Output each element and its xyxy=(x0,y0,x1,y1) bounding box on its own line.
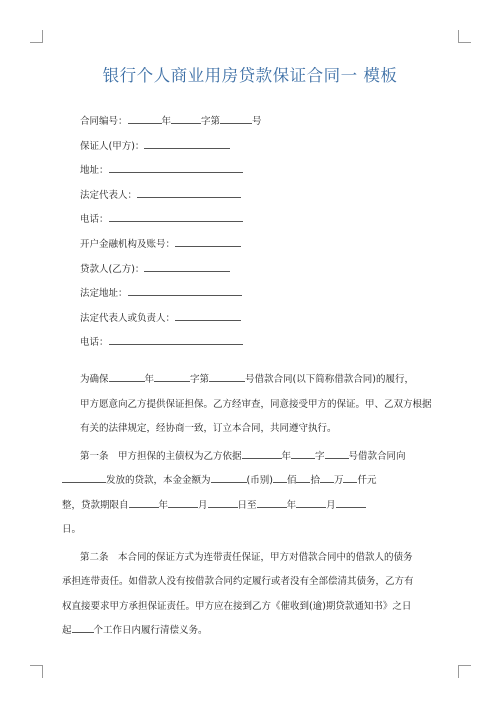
blank-line[interactable] xyxy=(128,285,242,296)
blank-line[interactable] xyxy=(208,497,238,508)
text: (币别) xyxy=(246,475,273,486)
article-2-paragraph xyxy=(62,546,442,644)
blank-line[interactable] xyxy=(109,211,243,222)
text: 起 xyxy=(62,625,72,636)
text: 拾 xyxy=(310,475,320,486)
text: 发放的贷款，本金金额为 xyxy=(106,475,211,486)
text: 字 xyxy=(315,450,325,462)
text: 承担连带责任。如借款人没有按借款合同约定履行或者没有全部偿清其债务，乙方有 xyxy=(62,576,414,587)
blank-line[interactable] xyxy=(343,472,357,483)
blank-line[interactable] xyxy=(257,497,287,508)
blank-line[interactable] xyxy=(291,448,315,459)
text: 日至 xyxy=(237,499,257,511)
field-legal-representative xyxy=(80,187,440,212)
blank-line[interactable] xyxy=(175,236,241,247)
blank-line[interactable] xyxy=(273,472,287,483)
field-label: 法定代表人： xyxy=(80,189,138,201)
text: 年 xyxy=(286,499,297,511)
field-legal-address xyxy=(80,285,440,310)
blank-line[interactable] xyxy=(154,371,190,382)
text: 年 xyxy=(281,450,292,462)
field-label: 电话： xyxy=(80,337,109,349)
blank-line[interactable] xyxy=(109,371,145,382)
blank-line[interactable] xyxy=(211,472,247,483)
text: 整，贷款期限自 xyxy=(62,499,129,511)
field-label: 地址： xyxy=(80,165,109,177)
field-contract-number xyxy=(80,113,440,138)
text: 字第 xyxy=(190,374,210,385)
field-address xyxy=(80,162,440,187)
field-phone-2 xyxy=(80,334,440,359)
blank-line[interactable] xyxy=(209,371,245,382)
blank-line[interactable] xyxy=(62,472,106,483)
crop-mark-bottom-right xyxy=(458,665,471,678)
text: 有关的法律规定，经协商一致，订立本合同，共同遵守执行。 xyxy=(80,423,337,434)
text: 月 xyxy=(198,499,208,511)
text: 万 xyxy=(333,475,344,486)
text: 日。 xyxy=(62,524,82,535)
crop-mark-top-right xyxy=(458,30,471,43)
field-guarantor xyxy=(80,138,440,163)
blank-line[interactable] xyxy=(296,497,326,508)
blank-line[interactable] xyxy=(336,497,366,508)
text: 年 xyxy=(158,499,169,511)
document-title: 银行个人商业用房贷款保证合同一 模板 xyxy=(102,66,398,85)
text: 年 xyxy=(144,374,155,385)
field-label: 开户金融机构及账号： xyxy=(80,238,176,250)
contract-body xyxy=(62,368,442,644)
blank-line[interactable] xyxy=(242,448,282,459)
article-1-paragraph xyxy=(62,445,442,543)
blank-line[interactable] xyxy=(129,497,159,508)
text: 号借款合同(以下简称借款合同)的履行， xyxy=(245,374,414,385)
blank-line[interactable] xyxy=(128,113,162,124)
crop-mark-bottom-left xyxy=(30,665,43,678)
party-info-fields xyxy=(80,113,440,359)
text: 仟元 xyxy=(357,475,377,486)
field-legal-representative-or-head xyxy=(80,310,440,335)
field-label: 电话： xyxy=(80,214,109,226)
field-label: 法定地址： xyxy=(80,288,128,300)
preamble-paragraph xyxy=(62,368,442,442)
text: 第一条 甲方担保的主债权为乙方依据 xyxy=(80,450,242,462)
crop-mark-top-left xyxy=(30,30,43,43)
blank-line[interactable] xyxy=(320,472,334,483)
field-bank-account xyxy=(80,236,440,261)
field-label: 字第 xyxy=(201,116,221,127)
field-label: 保证人(甲方)： xyxy=(80,140,145,152)
blank-line[interactable] xyxy=(137,187,241,198)
text: 第二条 本合同的保证方式为连带责任保证，甲方对借款合同中的借款人的债务 xyxy=(80,551,413,563)
blank-line[interactable] xyxy=(220,113,252,124)
blank-line[interactable] xyxy=(109,162,243,173)
text: 号借款合同向 xyxy=(348,450,406,462)
blank-line[interactable] xyxy=(296,472,310,483)
field-label: 合同编号： xyxy=(80,116,128,127)
text: 个工作日内履行清偿义务。 xyxy=(93,625,208,636)
blank-line[interactable] xyxy=(175,310,241,321)
blank-line[interactable] xyxy=(168,497,198,508)
blank-line[interactable] xyxy=(171,113,201,124)
text: 甲方愿意向乙方提供保证担保。乙方经审查，同意接受甲方的保证。甲、乙双方根据 xyxy=(80,398,432,410)
blank-line[interactable] xyxy=(144,261,230,272)
blank-line[interactable] xyxy=(325,448,349,459)
blank-line[interactable] xyxy=(72,622,94,633)
text: 为确保 xyxy=(80,374,109,385)
text: 权直接要求甲方承担保证责任。甲方应在接到乙方《催收到(逾)期贷款通知书》之日 xyxy=(62,600,412,612)
field-label: 年 xyxy=(161,116,172,127)
field-label: 号 xyxy=(252,116,262,127)
field-borrower xyxy=(80,261,440,286)
blank-line[interactable] xyxy=(144,138,230,149)
field-label: 贷款人(乙方)： xyxy=(80,263,145,275)
field-label: 法定代表人或负责人： xyxy=(80,312,176,324)
field-phone xyxy=(80,211,440,236)
blank-line[interactable] xyxy=(109,334,243,345)
text: 月 xyxy=(326,499,336,511)
text: 佰 xyxy=(286,475,297,486)
